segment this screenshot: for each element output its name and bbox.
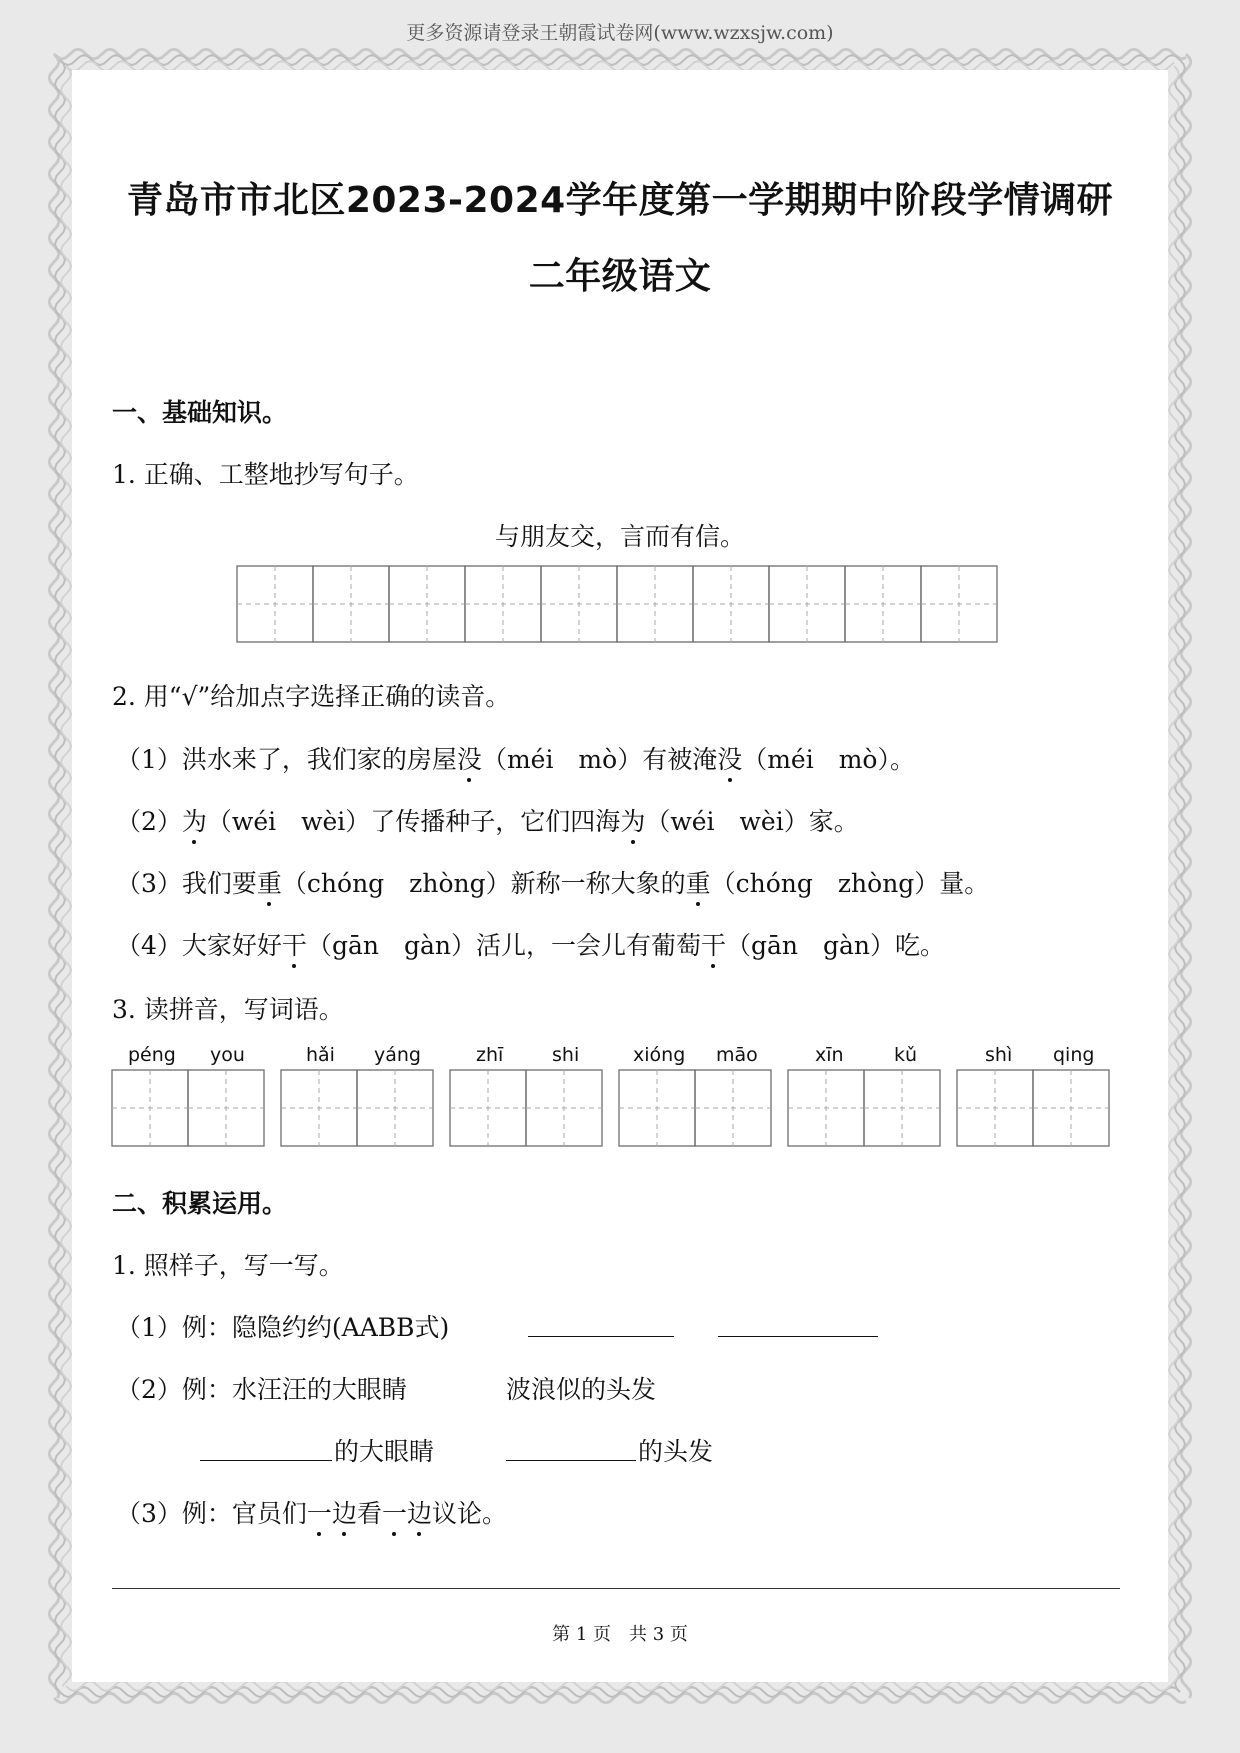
pinyin-2b: yáng [374,1044,421,1066]
pinyin-3a: zhī [476,1044,504,1066]
dotted-char: 没 [717,740,742,776]
q3-prompt: 3. 读拼音，写词语。 [112,995,344,1024]
copy-sentence: 与朋友交，言而有信。 [494,522,745,551]
q1-prompt: 1. 正确、工整地抄写句子。 [112,460,419,489]
pinyin-2a: hǎi [306,1044,335,1066]
q2-item-4: （4）大家好好干（gān gàn）活儿，一会儿有葡萄干（gān gàn）吃。 [116,926,945,962]
page-number: 第 1 页 共 3 页 [552,1624,688,1645]
s2-ex2-fill-b: 的头发 [638,1437,714,1466]
dotted-char: 边 [407,1494,432,1530]
pinyin-1a: péng [128,1044,176,1066]
dotted-char: 干 [701,926,726,962]
exam-title: 青岛市市北区2023-2024学年度第一学期期中阶段学情调研 [126,180,1114,221]
s2-ex1: （1）例：隐隐约约(AABB式) [116,1313,450,1342]
q2-item-3: （3）我们要重（chóng zhòng）新称一称大象的重（chóng zhòng）量。 [116,864,989,900]
border-wave [49,54,59,1698]
dotted-char: 一 [382,1494,407,1530]
pinyin-5b: kǔ [894,1044,918,1066]
pinyin-4b: māo [716,1044,758,1066]
border-wave [1181,54,1191,1698]
pinyin-1b: you [210,1044,245,1066]
pinyin-6b: qing [1053,1044,1095,1066]
dotted-char: 为 [620,802,645,838]
border-wave [55,60,65,1692]
answer-blank-1[interactable] [528,1314,674,1341]
s2-ex2-fill-a: 的大眼睛 [334,1437,435,1466]
dotted-char: 干 [282,926,307,962]
answer-blank-4[interactable] [506,1438,636,1465]
pinyin-4a: xióng [633,1044,686,1066]
s2-ex3: （3）例：官员们一边看一边议论。 [116,1494,507,1530]
answer-blank-3[interactable] [200,1438,332,1465]
dotted-char: 没 [457,740,482,776]
s2-ex2-b: 波浪似的头发 [506,1375,657,1404]
watermark: 更多资源请登录王朝霞试卷网(www.wzxsjw.com) [406,22,834,44]
pinyin-3b: shi [552,1044,580,1066]
dotted-char: 为 [182,802,207,838]
dotted-char: 一 [307,1494,332,1530]
q2-item-2: （2）为（wéi wèi）了传播种子，它们四海为（wéi wèi）家。 [116,802,859,838]
exam-subtitle: 二年级语文 [528,256,712,297]
s2-q1-prompt: 1. 照样子，写一写。 [112,1251,344,1280]
section-1-heading: 一、基础知识。 [112,398,288,427]
section-2-heading: 二、积累运用。 [112,1189,288,1218]
s2-ex2-a: （2）例：水汪汪的大眼睛 [116,1375,407,1404]
answer-blank-2[interactable] [718,1314,878,1341]
pinyin-5a: xīn [815,1044,844,1066]
border-wave [61,66,71,1686]
pinyin-6a: shì [985,1044,1013,1066]
dotted-char: 重 [686,864,711,900]
dotted-char: 重 [257,864,282,900]
footer-divider [112,1588,1120,1589]
dotted-char: 边 [332,1494,357,1530]
q2-prompt: 2. 用“√”给加点字选择正确的读音。 [112,682,511,711]
word-writing-grids[interactable] [110,1068,1116,1150]
writing-grid[interactable] [236,565,1006,645]
border-wave [1169,66,1179,1686]
q2-item-1: （1）洪水来了，我们家的房屋没（méi mò）有被淹没（méi mò）。 [116,740,915,776]
